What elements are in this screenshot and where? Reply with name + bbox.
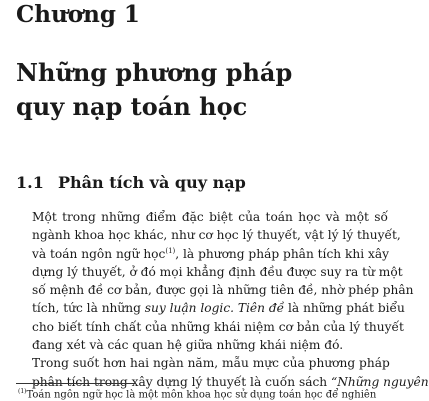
footnote-reference[interactable]: (1): [165, 246, 176, 255]
footnote: [18, 385, 398, 401]
text-line: [16, 299, 405, 317]
text-line: [16, 245, 388, 263]
text-line: ngành khoa học khác, như cơ học lý thuyết, vật lý lý thuyết,: [32, 228, 401, 243]
section-heading: [16, 172, 246, 194]
text-run: là những phát biểu: [284, 301, 405, 316]
footnote-text: Toán ngôn ngữ học là một môn khoa học sử dụng toán học để nghiên: [26, 389, 377, 401]
section-title: Phân tích và quy nạp: [58, 173, 246, 192]
chapter-label: Chương 1: [16, 1, 140, 28]
text-run: , là phương pháp phân tích khi xây: [175, 246, 390, 261]
text-line: đang xét và các quan hệ giữa những khái niệm đó.: [32, 338, 344, 353]
text-run: và toán ngôn ngữ học: [32, 246, 166, 261]
text-line: dựng lý thuyết, ở đó mọi khẳng định đều được suy ra từ một: [32, 264, 403, 279]
text-line: Một trong những điểm đặc biệt của toán học và một số: [32, 210, 388, 224]
paragraph: [16, 208, 414, 354]
chapter-title: [16, 56, 386, 124]
text-run: phân tích trong xây dựng lý thuyết là cuốn sách: [32, 374, 332, 389]
chapter-title-line-1: Những phương pháp: [16, 58, 293, 87]
text-run: tích, tức là những: [32, 301, 145, 316]
book-title-emphasis: “Những nguyên: [331, 374, 429, 389]
body-text: [16, 208, 429, 391]
emphasis-text: suy luận logic. Tiên đề: [144, 301, 285, 316]
text-line: số mệnh đề cơ bản, được gọi là những tiên đề, nhờ phép phân: [32, 283, 414, 298]
text-line: cho biết tính chất của những khái niệm cơ bản của lý thuyết: [32, 319, 404, 334]
footnote-divider: [16, 383, 136, 384]
footnote-marker: (1): [18, 388, 27, 395]
chapter-title-line-2: quy nạp toán học: [16, 92, 248, 121]
section-number: 1.1: [16, 173, 44, 192]
text-line: Trong suốt hơn hai ngàn năm, mẫu mực của phương pháp: [32, 356, 390, 371]
